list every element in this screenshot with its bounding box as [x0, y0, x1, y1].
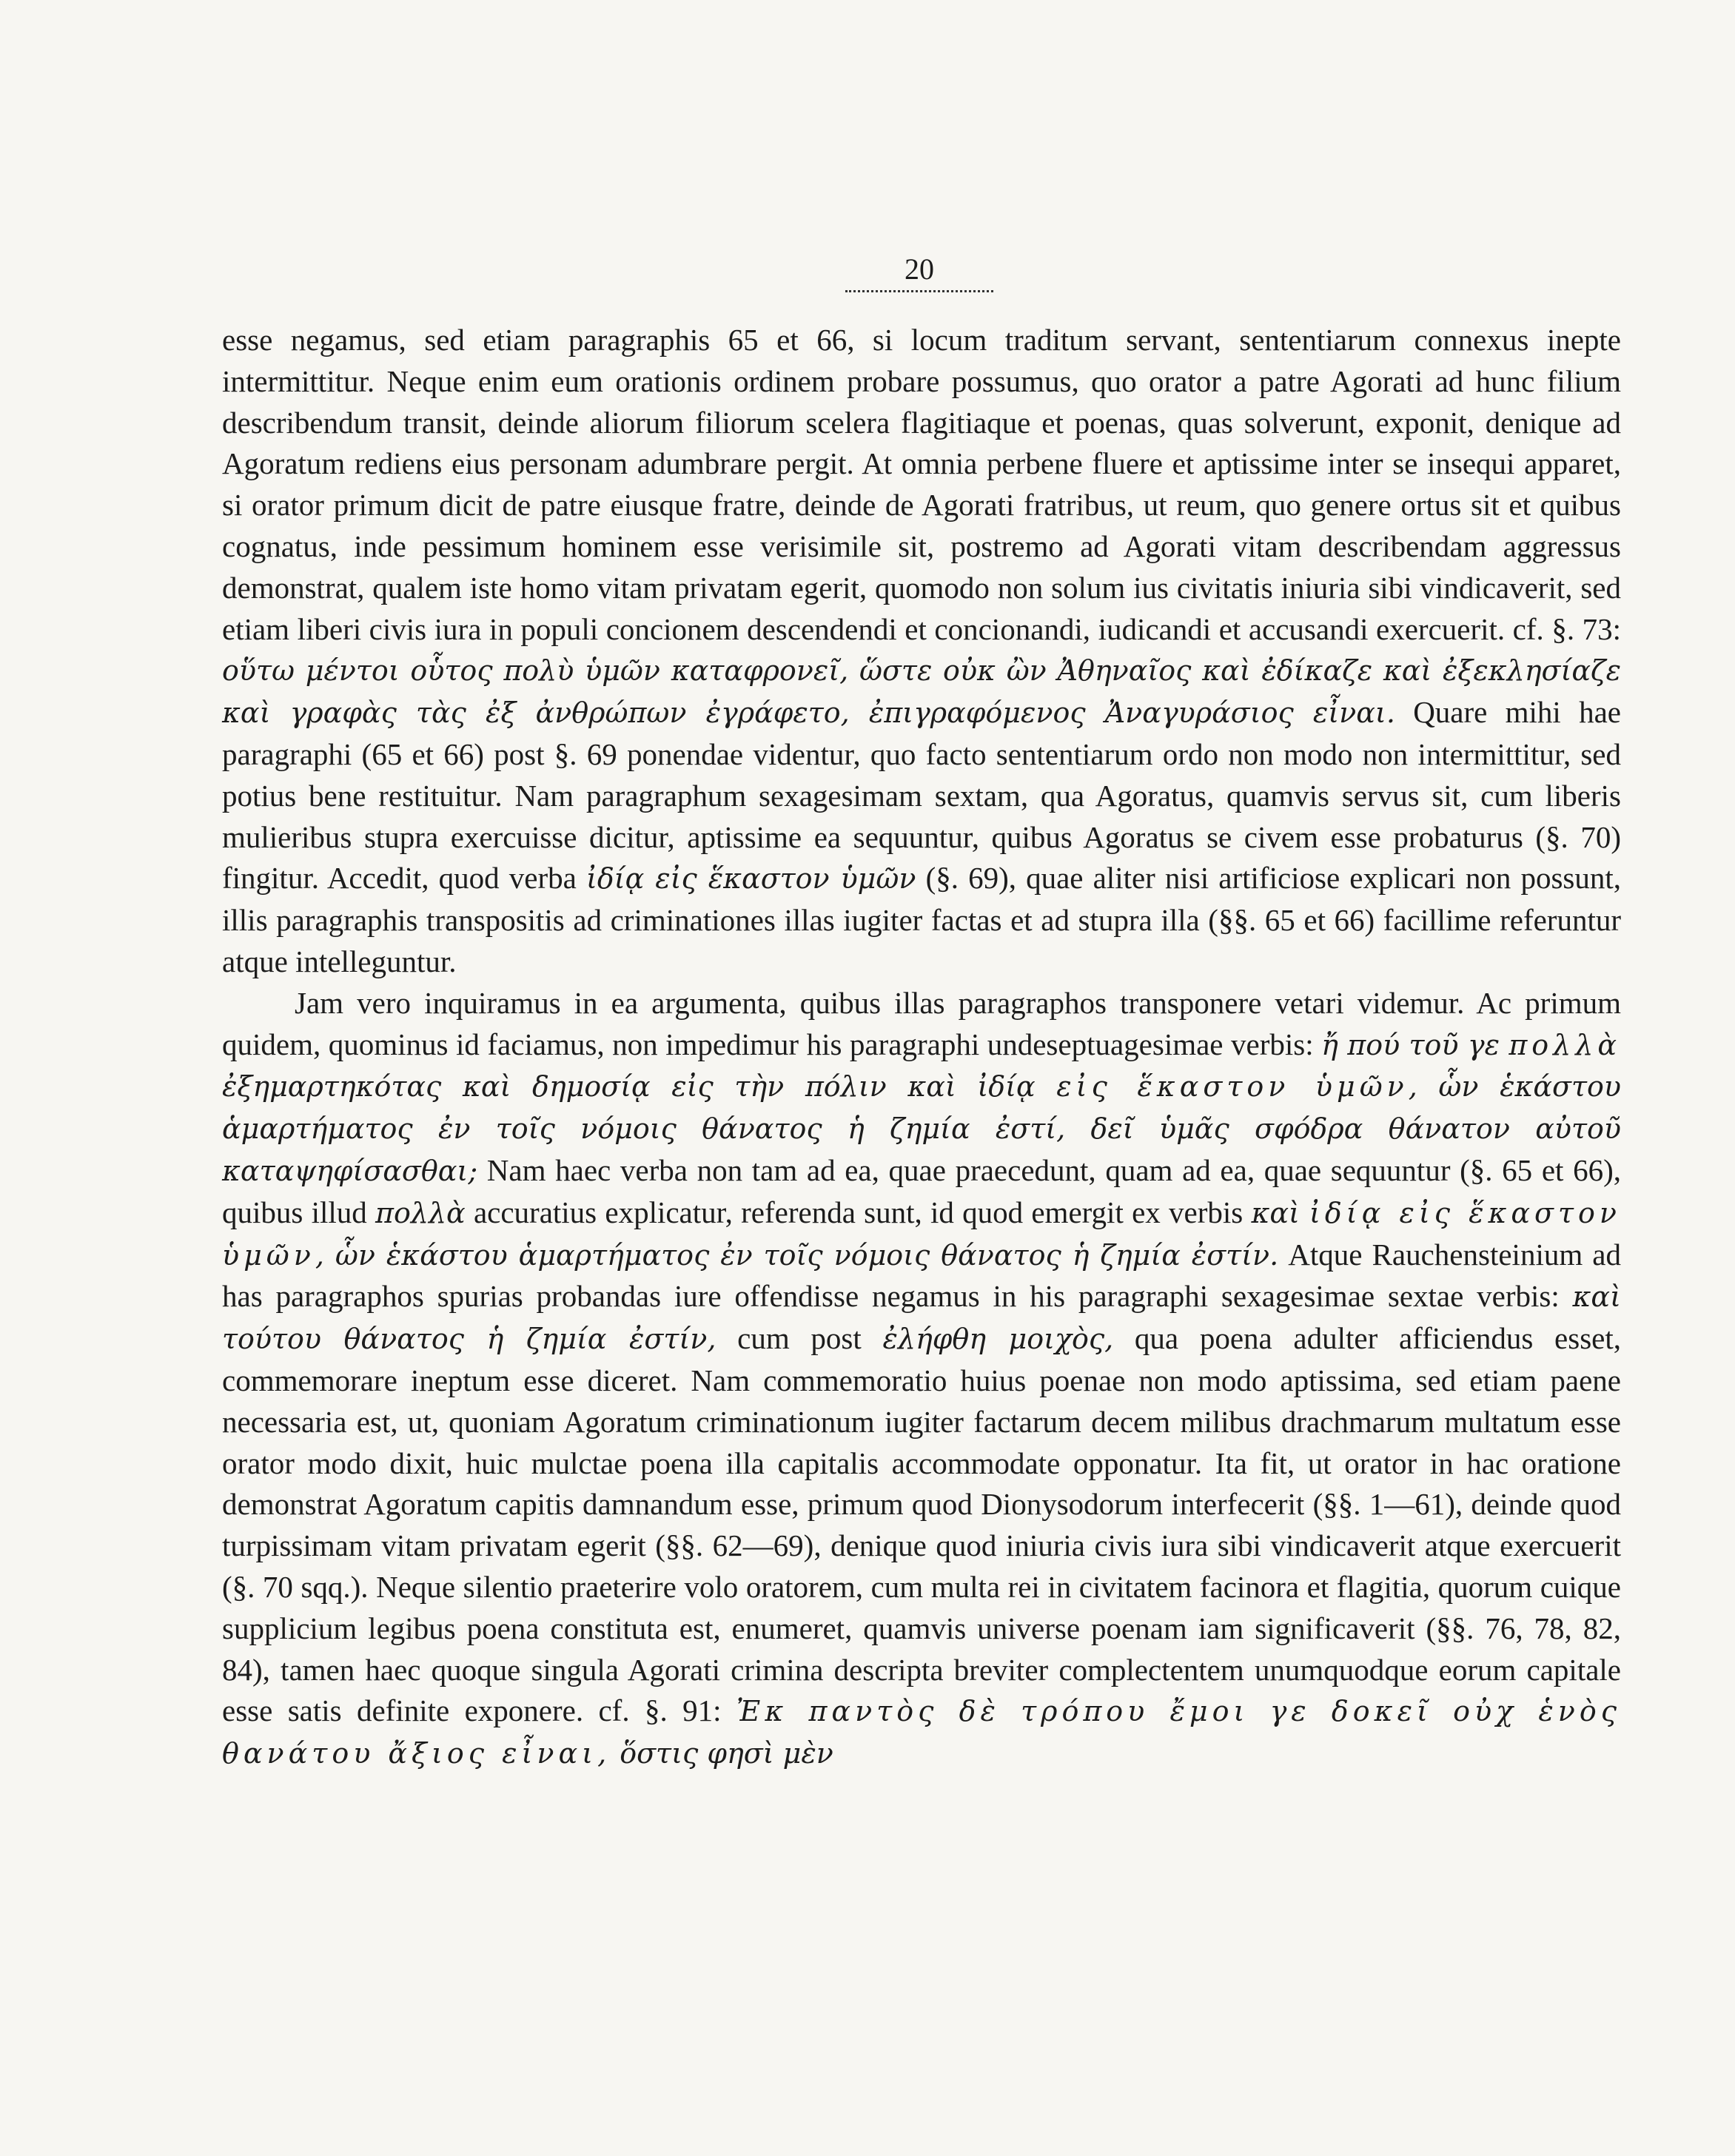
- latin-text: Nam haec verba non tam ad ea, quae praecedunt, quam ad ea, quae sequuntur (§. 65 et 66), quibus illud: [222, 1152, 1621, 1229]
- paragraph: [222, 320, 1621, 983]
- greek-quotation: ἤ πού τοῦ γε: [1321, 1028, 1509, 1061]
- greek-quotation-emphasis: πολλὰ: [1509, 1028, 1621, 1061]
- latin-text: Atque Rauchensteinium ad has paragraphos spurias probandas iure offendisse negamus in his paragraphi sexagesimae sextae verbis:: [222, 1237, 1621, 1314]
- latin-text: Jam vero inquiramus in ea argumenta, quibus illas paragraphos transponere vetari videmur. Ac primum quidem, quominus id faciamus, non impedimur his paragraphi undeseptuagesimae verbis:: [222, 985, 1621, 1061]
- latin-text: cum post: [716, 1321, 883, 1356]
- body-text: [222, 320, 1621, 1775]
- greek-quotation: , ὧν ἑκάστου ἁμαρτήματος ἐν τοῖς νόμοις θάνατος ἡ ζημία ἐστίν.: [315, 1238, 1279, 1272]
- greek-quotation: ὅστις φησὶ μὲν: [611, 1737, 833, 1770]
- greek-quotation: , ὧν ἑκάστου ἁμαρτήματος ἐν τοῖς νόμοις θάνατος ἡ ζημία ἐστί, δεῖ ὑμᾶς σφόδρα θάνατον αὐτοῦ καταψηφίσασθαι;: [222, 1070, 1621, 1187]
- greek-quotation: οὕτω μέντοι οὗτος πολὺ ὑμῶν καταφρονεῖ, ὥστε οὐκ ὢν Ἀθηναῖος καὶ ἐδίκαζε καὶ ἐξεκλησίαζε καὶ γραφὰς τὰς ἐξ ἀνθρώπων ἐγράφετο, ἐπιγραφόμενος Ἀναγυράσιος εἶναι.: [222, 654, 1621, 730]
- greek-quotation: πολλὰ: [375, 1196, 466, 1229]
- greek-quotation: ἐλήφθη μοιχὸς,: [882, 1323, 1114, 1356]
- page-number-ornament: [845, 287, 993, 292]
- page-number: 20: [905, 252, 934, 286]
- greek-quotation: ἰδίᾳ εἰς ἕκαστον ὑμῶν: [585, 862, 916, 896]
- greek-quotation: καὶ: [1251, 1196, 1310, 1229]
- greek-quotation: καὶ τούτου θάνατος ἡ ζημία ἐστίν,: [222, 1280, 1621, 1356]
- greek-quotation-emphasis: ἰδίᾳ εἰς ἕκαστον ὑμῶν: [222, 1196, 1622, 1272]
- paragraph: [222, 983, 1621, 1775]
- latin-text: Quare mihi hae paragraphi (65 et 66) post §. 69 ponendae videntur, quo facto sententiarum ordo non modo non intermittitur, sed potius bene restituitur. Nam paragraphum sexagesimam sextam, qua Agoratus, quamvis servus sit, cum liberis mulieribus stupra exercuisse dicitur, aptissime ea sequuntur, quibus Agoratus se civem esse probaturus (§. 70) fingitur. Accedit, quod verba: [222, 695, 1621, 896]
- greek-quotation-emphasis: εἰς ἕκαστον ὑμῶν: [1056, 1070, 1409, 1104]
- latin-text: qua poena adulter afficiendus esset, commemorare ineptum esse diceret. Nam commemoratio huius poenae non modo aptissima, sed etiam paene necessaria est, ut, quoniam Agoratum criminationum iugiter factarum decem milibus drachmarum multatum esse orator modo dixit, huic mulctae poena illa capitalis accommodate opponatur. Ita fit, ut orator in hac oratione demonstrat Agoratum capitis damnandum esse, primum quod Dionysodorum interfecerit (§§. 1—61), deinde quod turpissimam vitam privatam egerit (§§. 62—69), denique quod iniuria civis iura sibi vindicaverit atque exercuerit (§. 70 sqq.). Neque silentio praeterire volo oratorem, cum multa rei in civitatem facinora et flagitia, quorum cuique supplicium legibus poena constituta est, enumeret, quamvis universe poenam iam significaverit (§§. 76, 78, 82, 84), tamen haec quoque singula Agorati crimina descripta breviter complectentem unumquodque eorum capitale esse satis definite exponere. cf. §. 91:: [222, 1321, 1622, 1728]
- latin-text: accuratius explicatur, referenda sunt, id quod emergit ex verbis: [465, 1195, 1252, 1229]
- latin-text: (§. 69), quae aliter nisi artificiose explicari non possunt, illis paragraphis transpositis ad criminationes illas iugiter factas et ad stupra illa (§§. 65 et 66) facillime referuntur atque intelleguntur.: [222, 861, 1621, 978]
- greek-quotation-emphasis: Ἐκ παντὸς δὲ τρόπου ἔμοι γε δοκεῖ οὐχ ἑνὸς θανάτου ἄξιος εἶναι,: [222, 1695, 1621, 1770]
- latin-text: esse negamus, sed etiam paragraphis 65 et 66, si locum traditum servant, sententiarum connexus inepte intermittitur. Neque enim eum orationis ordinem probare possumus, quo orator a patre Agorati ad hunc filium describendum transit, deinde aliorum filiorum scelera flagitiaque et poenas, quas solverunt, exponit, denique ad Agoratum rediens eius personam adumbrare pergit. At omnia perbene fluere et aptissime inter se insequi apparet, si orator primum dicit de patre eiusque fratre, deinde de Agorati fratribus, ut reum, quo genere ortus sit et quibus cognatus, inde pessimum hominem esse verisimile sit, postremo ad Agorati vitam describendam aggressus demonstrat, qualem iste homo vitam privatam egerit, quomodo non solum ius civitatis iniuria sibi vindicaverit, sed etiam liberi civis iura in populi concionem descendendi et concionandi, iudicandi et accusandi exercuerit. cf. §. 73:: [222, 323, 1621, 646]
- greek-quotation: ἐξημαρτηκότας καὶ δημοσίᾳ εἰς τὴν πόλιν καὶ ἰδίᾳ: [222, 1070, 1057, 1104]
